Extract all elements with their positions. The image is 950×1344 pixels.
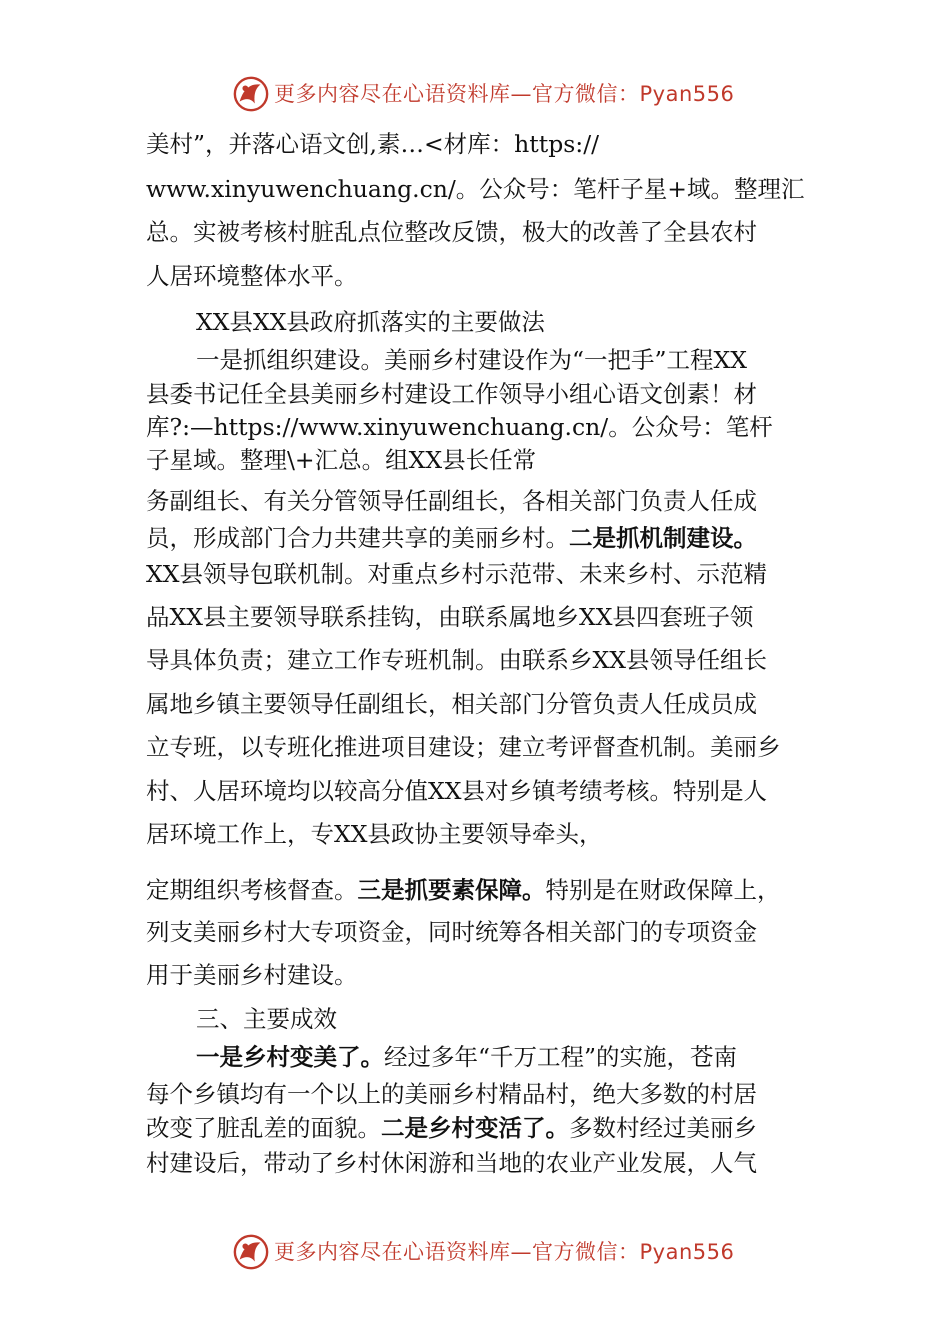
text-line (146, 484, 757, 518)
text-line (196, 305, 545, 339)
text-line (146, 127, 599, 161)
text-segment: 村、人居环境均以较高分值XX县对乡镇考绩考核。特别是人 (146, 777, 767, 805)
text-line (146, 377, 757, 411)
logo-icon (232, 1233, 270, 1271)
text-line (146, 915, 757, 949)
text-segment: 美村”，并落心语文创,素…<材库：https:// (146, 130, 600, 158)
logo-icon (232, 75, 270, 113)
text-segment: 特别是在财政保障上， (545, 876, 781, 904)
text-line (146, 1077, 757, 1111)
text-line (196, 343, 747, 377)
text-line (146, 643, 767, 677)
text-line (146, 873, 781, 907)
text-line (146, 600, 753, 634)
text-segment: 列支美丽乡村大专项资金，同时统筹各相关部门的专项资金 (146, 918, 757, 946)
text-segment: 一是抓组织建设。美丽乡村建设作为“一把手”工程XX (196, 346, 747, 374)
text-segment: www.xinyuwenchuang.cn/。公众号：笔杆子星+域。整理汇 (146, 175, 805, 203)
text-line (146, 1146, 757, 1180)
text-line (146, 958, 358, 992)
text-line (146, 521, 757, 555)
text-segment: 务副组长、有关分管领导任副组长，各相关部门负责人任成 (146, 487, 757, 515)
text-segment: 定期组织考核督查。 (146, 876, 358, 904)
text-segment: 经过多年“千万工程”的实施，苍南 (384, 1043, 738, 1071)
text-segment: 人居环境整体水平。 (146, 262, 358, 290)
text-segment: 改变了脏乱差的面貌。 (146, 1114, 381, 1142)
text-segment: 县委书记任全县美丽乡村建设工作领导小组心语文创素！材 (146, 380, 757, 408)
text-line (146, 215, 757, 249)
bold-lead-phrase: 三是抓要素保障。 (357, 876, 546, 904)
watermark-banner-bottom (0, 1228, 950, 1278)
text-segment: 员，形成部门合力共建共享的美丽乡村。 (146, 524, 569, 552)
text-segment: 总。实被考核村脏乱点位整改反馈，极大的改善了全县农村 (146, 218, 757, 246)
text-segment: 每个乡镇均有一个以上的美丽乡村精品村，绝大多数的村居 (146, 1080, 757, 1108)
text-segment: 立专班，以专班化推进项目建设；建立考评督查机制。美丽乡 (146, 733, 781, 761)
watermark-text: 更多内容尽在心语资料库—官方微信：Pyan556 (274, 1240, 735, 1264)
text-line (146, 172, 805, 206)
text-segment: 库?:—https://www.xinyuwenchuang.cn/。公众号：笔杆 (146, 413, 773, 441)
text-line (196, 1040, 737, 1074)
text-line (146, 259, 358, 293)
text-line (146, 687, 757, 721)
text-line (146, 443, 536, 477)
text-line (146, 410, 773, 444)
section-heading: 三、主要成效 (196, 1005, 337, 1033)
text-line (146, 817, 602, 851)
text-segment: 属地乡镇主要领导任副组长，相关部门分管负责人任成员成 (146, 690, 757, 718)
text-segment: 子星域。整理\+汇总。组XX县长任常 (146, 446, 537, 474)
text-segment: XX县XX县政府抓落实的主要做法 (196, 308, 545, 336)
text-segment: 居环境工作上，专XX县政协主要领导牵头， (146, 820, 603, 848)
bold-lead-phrase: 二是抓机制建设。 (569, 524, 757, 552)
text-line (146, 774, 767, 808)
text-segment: 村建设后，带动了乡村休闲游和当地的农业产业发展，人气 (146, 1149, 757, 1177)
text-segment: XX县领导包联机制。对重点乡村示范带、未来乡村、示范精 (146, 560, 767, 588)
text-segment: 用于美丽乡村建设。 (146, 961, 358, 989)
bold-lead-phrase: 二是乡村变活了。 (381, 1114, 569, 1142)
text-line (146, 557, 767, 591)
text-line (146, 1111, 757, 1145)
text-segment: 导具体负责；建立工作专班机制。由联系乡XX县领导任组长 (146, 646, 767, 674)
text-line (146, 730, 781, 764)
watermark-banner-top (0, 70, 950, 120)
bold-lead-phrase: 一是乡村变美了。 (196, 1043, 384, 1071)
watermark-text: 更多内容尽在心语资料库—官方微信：Pyan556 (274, 82, 735, 106)
text-segment: 多数村经过美丽乡 (569, 1114, 757, 1142)
text-line (196, 1002, 337, 1036)
text-segment: 品XX县主要领导联系挂钩，由联系属地乡XX县四套班子领 (146, 603, 754, 631)
